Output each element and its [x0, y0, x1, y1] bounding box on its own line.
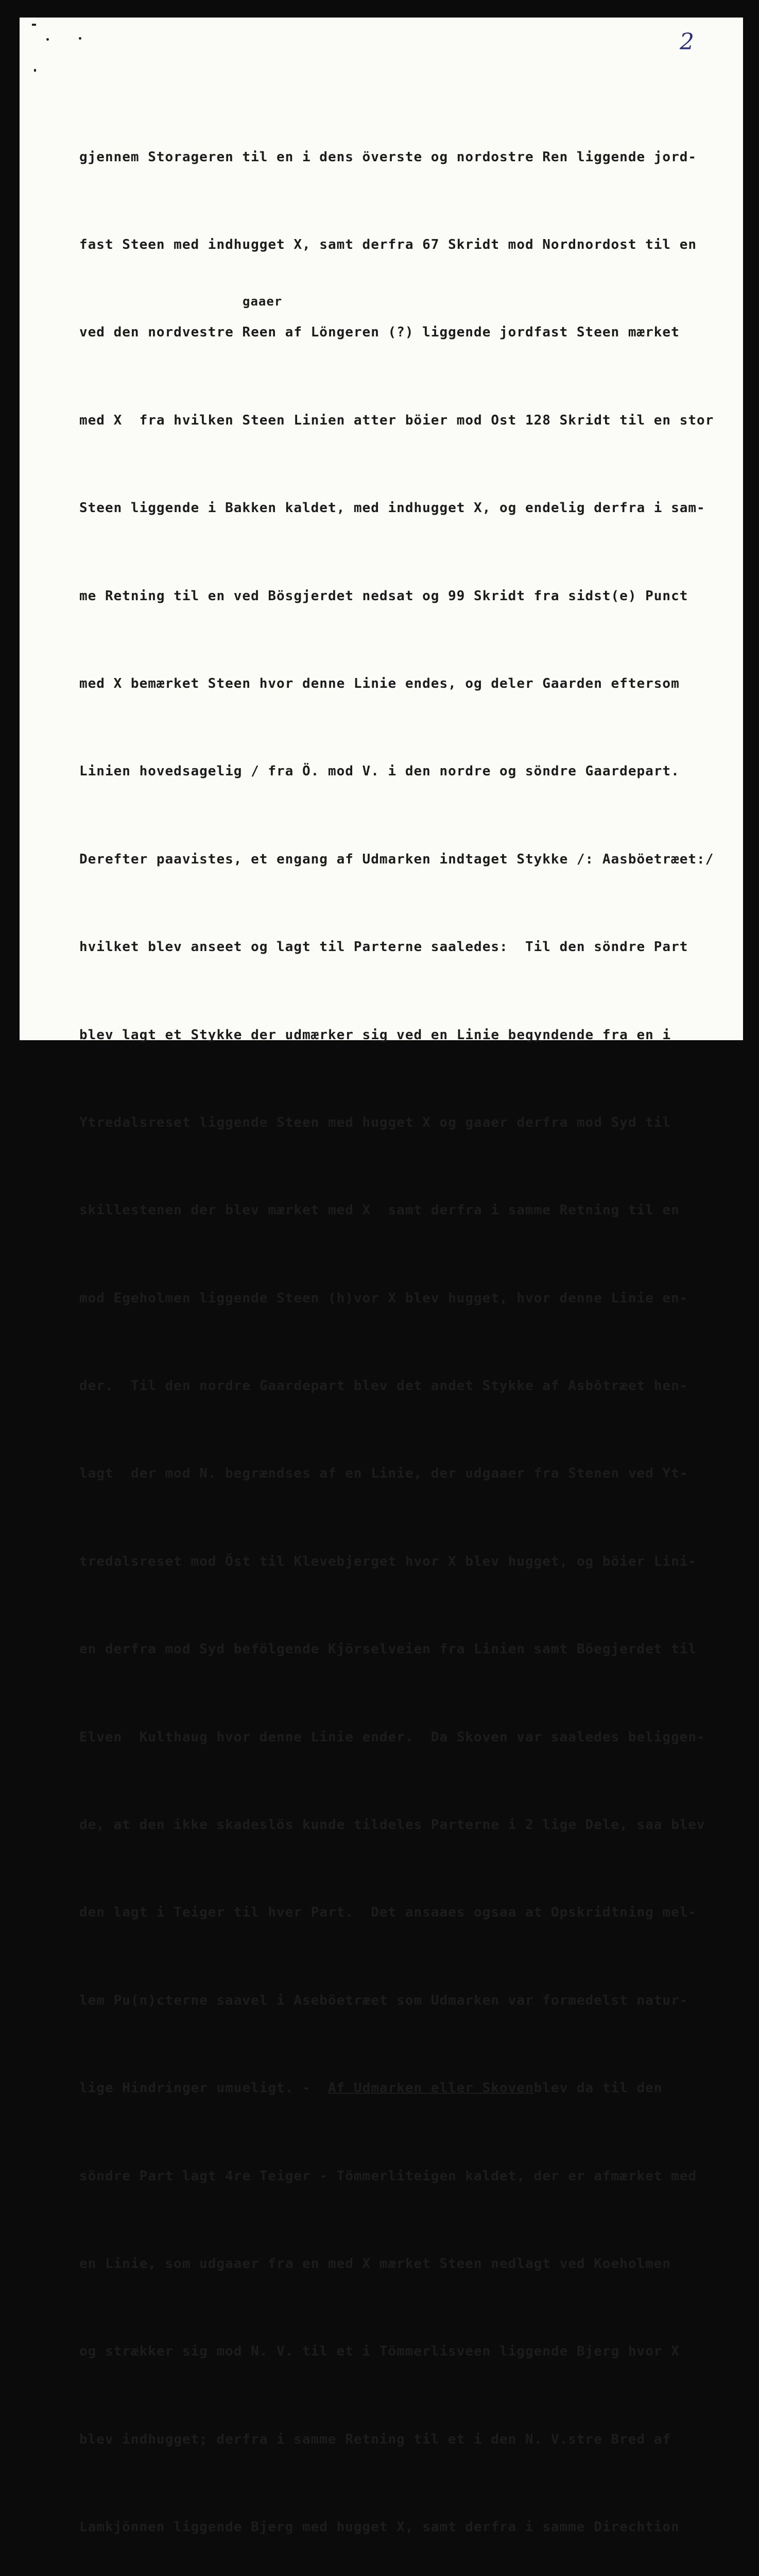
text-line: en derfra mod Syd befölgende Kjörselveien fra Linien samt Böegjerdet til	[79, 1641, 697, 1657]
text-line: hvilket blev anseet og lagt til Parterne saaledes: Til den söndre Part	[79, 939, 688, 955]
text-line: skillestenen der blev mærket med X samt derfra i samme Retning til en	[79, 1202, 680, 1218]
text-line: me Retning til en ved Bösgjerdet nedsat og 99 Skridt fra sidst(e) Punct	[79, 588, 688, 604]
text-line: söndre Part lagt 4re Teiger - Tömmerliteigen kaldet, der er afmærket med	[79, 2168, 697, 2184]
text-segment: blev da til den	[533, 2080, 663, 2096]
underlined-heading: Af Udmarken eller Skoven	[327, 2080, 534, 2096]
text-line: tredalsreset mod Öst til Klevebjerget hvor X blev hugget, og böier Lini-	[79, 1553, 697, 1569]
text-line: en Linie, som udgaaer fra en med X mærket Steen nedlagt ved Koeholmen	[79, 2256, 671, 2272]
margin-mark	[79, 37, 81, 40]
text-line: der. Til den nordre Gaardepart blev det andet Stykke af Asbötræet hen-	[79, 1378, 688, 1394]
text-line: fast Steen med indhugget X, samt derfra 67 Skridt mod Nordnordost til en	[79, 236, 697, 252]
document-body	[79, 84, 728, 2576]
text-line: lagt der mod N. begrændses af en Linie, der udgaaer fra Stenen ved Yt-	[79, 1466, 688, 1482]
text-line: blev lagt et Stykke der udmærker sig ved en Linie begyndende fra en i	[79, 1027, 671, 1043]
margin-mark	[32, 24, 36, 26]
margin-mark	[46, 38, 49, 41]
text-line: mod Egeholmen liggende Steen (h)vor X blev hugget, hvor denne Linie en-	[79, 1290, 688, 1306]
text-segment: lige Hindringer umueligt. -	[79, 2080, 311, 2096]
page-number: 2	[680, 29, 694, 55]
text-line: den lagt i Teiger til hver Part. Det ansaaes ogsaa at Opskridtning mel-	[79, 1905, 697, 1921]
text-line: Elven Kulthaug hvor denne Linie ender. Da Skoven var saaledes beliggen-	[79, 1729, 705, 1745]
text-line: med X bemærket Steen hvor denne Linie endes, og deler Gaarden eftersom	[79, 675, 680, 691]
text-line: Lamkjönnen liggende Bjerg med hugget X, samt derfra i samme Direchtion	[79, 2519, 680, 2535]
text-line: Linien hovedsagelig / fra Ö. mod V. i den nordre og söndre Gaardepart.	[79, 764, 680, 779]
text-line: og strækker sig mod N. V. til et i Tömmerlisveen liggende Bjerg hvor X	[79, 2344, 680, 2360]
text-line: Steen liggende i Bakken kaldet, med indhugget X, og endelig derfra i sam-	[79, 500, 705, 516]
text-line: Ytredalsreset liggende Steen med hugget X og gaaer derfra mod Syd til	[79, 1114, 671, 1130]
text-line: blev indhugget; derfra i samme Retning til et i den N. V.stre Bred af	[79, 2431, 671, 2447]
margin-mark	[34, 69, 36, 72]
text-line: lem Pu(n)cterne saavel i Aseböetræet som Udmarken var formedelst natur-	[79, 1992, 688, 2008]
text-line	[79, 2074, 728, 2103]
text-line: ved den nordvestre Reen af Löngeren (?) liggende jordfast Steen mærket	[79, 325, 680, 341]
text-line: de, at den ikke skadeslös kunde tildeles Parterne i 2 lige Dele, saa blev	[79, 1817, 705, 1833]
text-line: Derefter paavistes, et engang af Udmarken indtaget Stykke /: Aasböetræet:/	[79, 851, 714, 867]
text-line: med X fra hvilken Steen Linien atter böier mod Ost 128 Skridt til en stor	[79, 412, 714, 428]
text-line: gjennem Storageren til en i dens överste og nordostre Ren liggende jord-	[79, 149, 697, 165]
handwritten-insertion: gaaer	[243, 294, 283, 309]
